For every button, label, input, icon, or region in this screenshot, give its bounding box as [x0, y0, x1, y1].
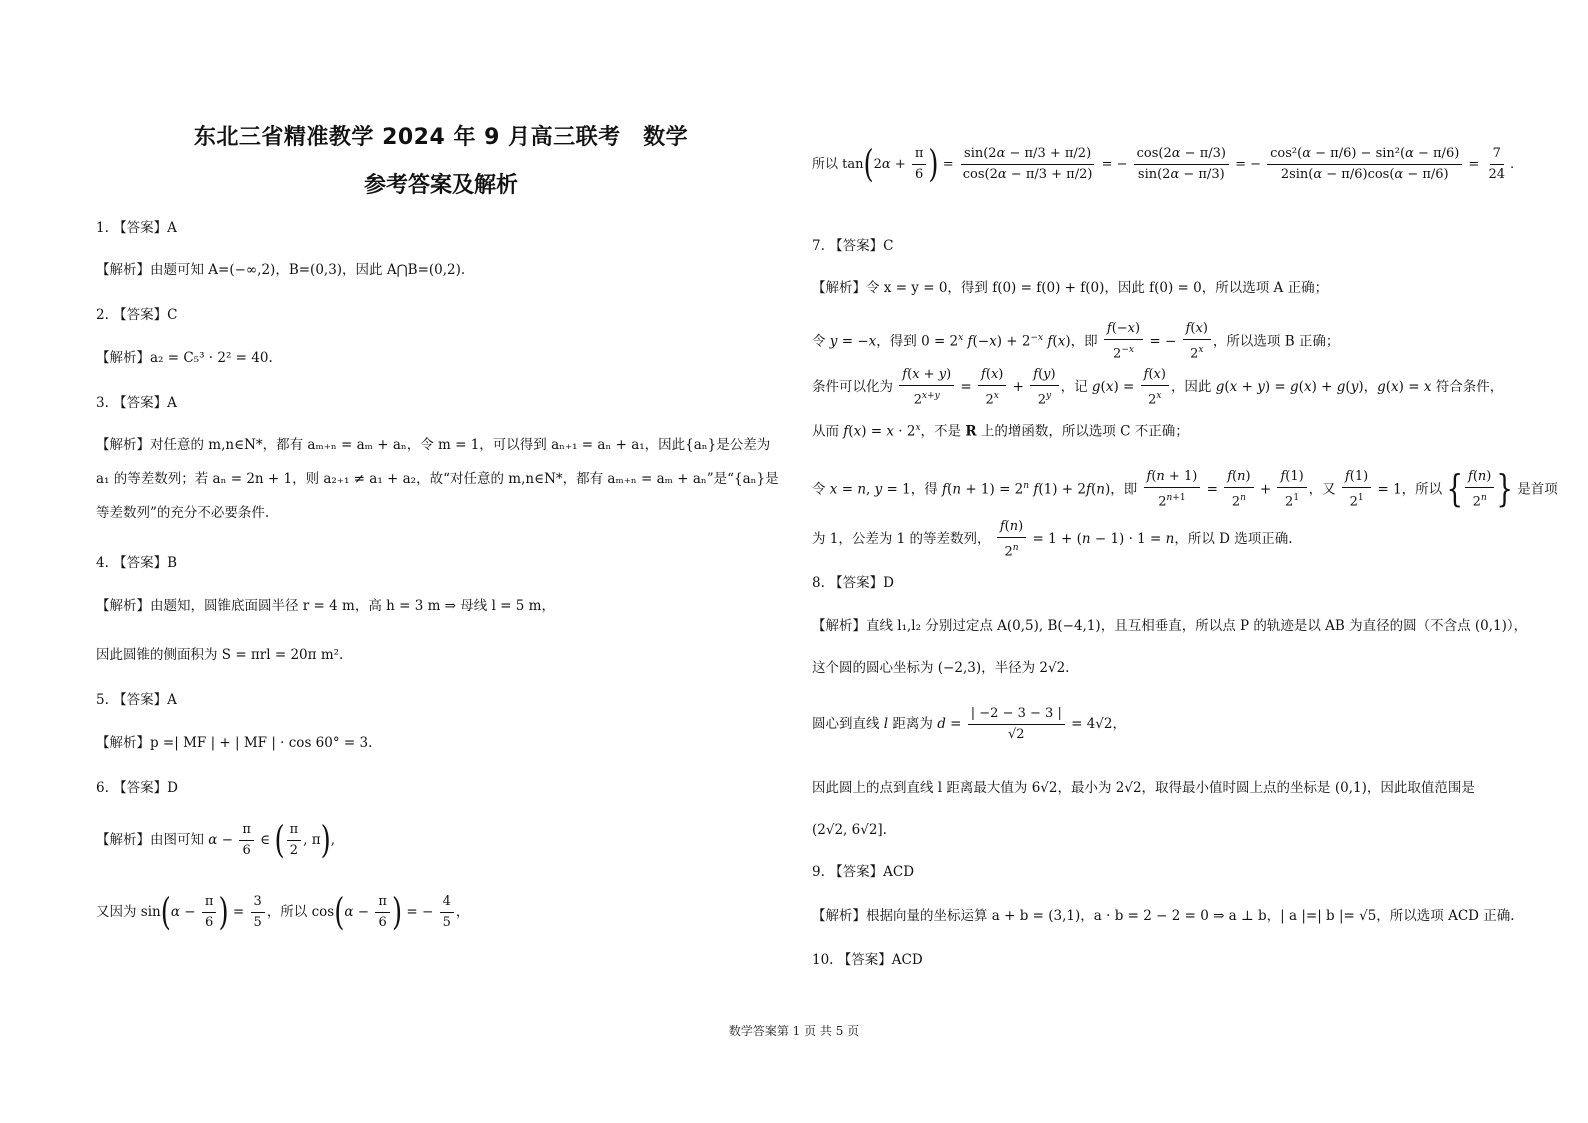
analysis-7: 【解析】令 x = y = 0，得到 f(0) = f(0) + f(0)，因此 f(0) = 0，所以选项 A 正确；	[812, 280, 1329, 296]
analysis-7f: 为 1，公差为 1 的等差数列， $\frac{f(n)}{2^n}$ = 1 + (n − 1) · 1 = n，所以 D 选项正确.	[812, 519, 1293, 560]
answer-5: 5. 【答案】A	[96, 692, 177, 708]
analysis-4b: 因此圆锥的侧面积为 S = πrl = 20π m².	[96, 647, 344, 663]
analysis-5: 【解析】p =| MF | + | MF | · cos 60° = 3.	[96, 735, 373, 751]
analysis-1: 【解析】由题可知 A=(−∞,2)，B=(0,3)，因此 A⋂B=(0,2).	[96, 262, 466, 278]
analysis-3: 【解析】对任意的 m,n∈N*，都有 aₘ₊ₙ = aₘ + aₙ，令 m = 1，可以得到 aₙ₊₁ = aₙ + a₁，因此{aₙ}是公差为 a₁ 的等差数列；若 aₙ = 2n + 1，则 a₂₊₁ ≠ a₁ + a₂，故“对任意的 m,n∈N*，都有 aₘ₊ₙ = aₘ + aₙ”是“{aₙ}是等差数列”的充分不必要条件.	[96, 437, 779, 521]
analysis-8e: (2√2, 6√2].	[812, 822, 887, 838]
analysis-7c: 条件可以化为 $\frac{f(x + y)}{2^{x+y}}$ = $\frac{f(x)}{2^x}$ + $\frac{f(y)}{2^y}$ ，记 g(x) = $\frac{f(x)}{2^x}$ ，因此 g(x + y) = g(x) + g(y)，g(x) = x 符合条件，	[812, 367, 1504, 408]
analysis-7d: 从而 $f(x) = x \cdot 2^x$，不是 R 上的增函数，所以选项 C 不正确；	[812, 423, 1189, 440]
analysis-7b: 令 y = −x，得到 $0 = 2^x$ $f(-x) + 2^{-x}$ f(x)，即 $\frac{f(-x)}{2^{-x}}$ = − $\frac{f(x)}{2^x}$ ，所以选项 B 正确；	[812, 321, 1340, 362]
analysis-6b: 又因为 sin(α − $\frac{\pi}{6}$ ) = $\frac{3}{5}$ ，所以 cos(α − $\frac{\pi}{6}$ ) = − $\frac{4}{5}$ ，	[96, 890, 470, 935]
answer-2: 2. 【答案】C	[96, 307, 178, 323]
analysis-8d: 因此圆上的点到直线 l 距离最大值为 6√2，最小为 2√2，取得最小值时圆上点的坐标是 (0,1)，因此取值范围是	[812, 780, 1475, 796]
analysis-8c: 圆心到直线 l 距离为 d = $\frac{| -2 - 3 - 3 |}{√2}$ = 4√2，	[812, 706, 1127, 742]
page-footer: 数学答案第 1 页 共 5 页	[728, 1024, 860, 1038]
answer-1: 1. 【答案】A	[96, 220, 177, 236]
answer-4: 4. 【答案】B	[96, 555, 178, 571]
page-title: 东北三省精准教学 2024 年 9 月高三联考 数学	[193, 125, 689, 150]
analysis-2: 【解析】a₂ = C₅³ · 2² = 40.	[96, 350, 273, 366]
answer-3: 3. 【答案】A	[96, 395, 177, 411]
right-column	[812, 0, 1558, 1050]
answer-7: 7. 【答案】C	[812, 238, 894, 254]
left-column	[96, 0, 786, 1050]
analysis-9: 【解析】根据向量的坐标运算 a + b = (3,1)，a · b = 2 − 2 = 0 ⇒ a ⊥ b，| a |=| b |= √5，所以选项 ACD 正确.	[812, 908, 1515, 924]
analysis-4: 【解析】由题知，圆锥底面圆半径 r = 4 m，高 h = 3 m ⇒ 母线 l = 5 m，	[96, 598, 555, 614]
analysis-7e: 令 x = n, y = 1，得 $f(n + 1) = 2^n$ f(1) + 2f(n)，即 $\frac{f(n + 1)}{2^{n+1}}$ = $\frac{f(n)}{2^n}$ + $\frac{f(1)}{2^1}$ ，又 $\frac{f(1)}{2^1}$ = 1，所以 { $\frac{f(n)}{2^n}$ } 是首项	[812, 468, 1558, 512]
page-subtitle: 参考答案及解析	[363, 173, 518, 198]
answer-6: 6. 【答案】D	[96, 780, 178, 796]
analysis-6: 【解析】由图可知 α − $\frac{\pi}{6}$ ∈ ( $\frac{\pi}{2}$ , π),	[96, 818, 336, 863]
answer-8: 8. 【答案】D	[812, 575, 894, 591]
answer-9: 9. 【答案】ACD	[812, 864, 915, 880]
analysis-8: 【解析】直线 l₁,l₂ 分别过定点 A(0,5), B(−4,1)，且互相垂直，所以点 P 的轨迹是以 AB 为直径的圆（不含点 (0,1)），	[812, 618, 1528, 634]
analysis-6c: 所以 tan(2α + $\frac{\pi}{6}$ ) = $\frac{\sin(2\alpha - \pi/3 + \pi/2)}{\cos(2\alpha - \pi/3 + \pi/2)}$ = − $\frac{\cos(2\alpha - \pi/3)}{\sin(2\alpha - \pi/3)}$ = − $\frac{\text{cos²(α − π/6) − sin²(α − π/6)}}{2\sin(\alpha - \pi/6)\cos(\alpha - \pi/6)}$ = $\frac{7}{24}$ .	[812, 142, 1515, 187]
analysis-8b: 这个圆的圆心坐标为 (−2,3)，半径为 2√2.	[812, 660, 1070, 676]
answer-10: 10. 【答案】ACD	[812, 952, 923, 968]
